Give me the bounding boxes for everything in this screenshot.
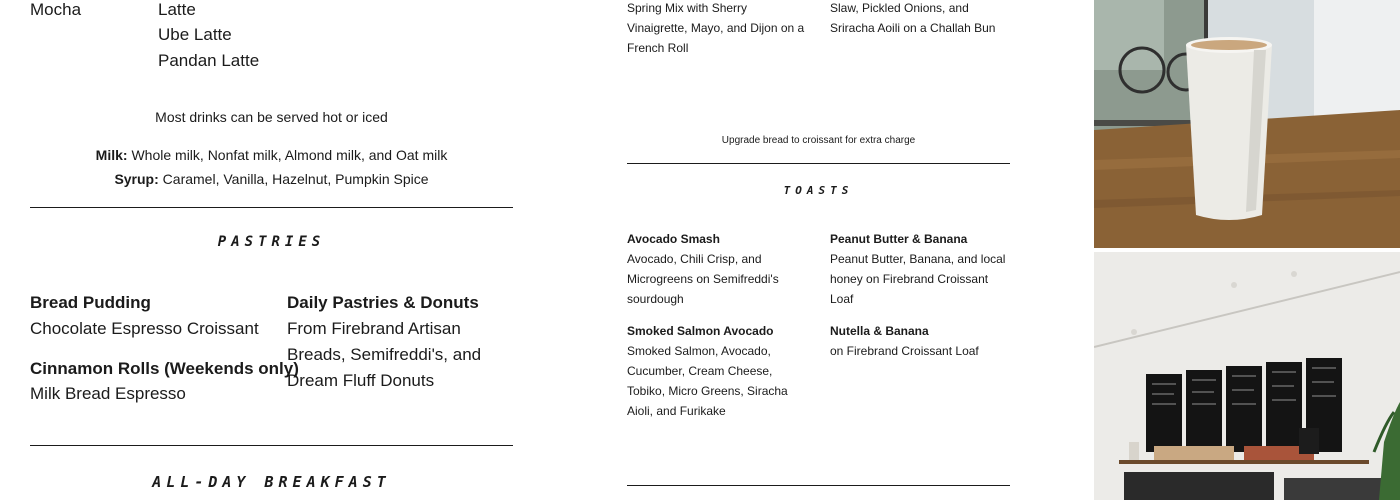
- toast-name: Avocado Smash: [627, 232, 720, 246]
- pastries-heading: PASTRIES: [217, 234, 326, 250]
- drink-pandan-latte: Pandan Latte: [158, 51, 260, 70]
- toast-name: Smoked Salmon Avocado: [627, 324, 774, 338]
- milk-text: Whole milk, Nonfat milk, Almond milk, and Oat milk: [131, 147, 448, 163]
- breakfast-heading: ALL-DAY BREAKFAST: [152, 473, 391, 491]
- sandwich-desc: Spring Mix with Sherry Vinaigrette, Mayo, and Dijon on a French Roll: [627, 1, 805, 55]
- toast-desc: Smoked Salmon, Avocado, Cucumber, Cream Cheese, Tobiko, Micro Greens, Siracha Aioli, and Furikake: [627, 344, 788, 418]
- milk-options: [30, 143, 513, 167]
- daily-pastries-desc: From Firebrand Artisan Breads, Semifreddi's, and Dream Fluff Donuts: [287, 319, 482, 390]
- cafe-menu-wall-photo: [1094, 252, 1400, 500]
- divider: [627, 163, 1010, 164]
- toast-name: Nutella & Banana: [830, 324, 929, 338]
- toasts-heading: TOASTS: [783, 184, 854, 197]
- daily-pastries-name: Daily Pastries & Donuts: [287, 293, 479, 312]
- drinks-hot-iced-note: Most drinks can be served hot or iced: [155, 109, 388, 125]
- pastry-name: Cinnamon Rolls (Weekends only): [30, 359, 299, 378]
- sandwich-desc: Slaw, Pickled Onions, and Sriracha Aoili on a Challah Bun: [830, 1, 996, 35]
- pastry-desc: Milk Bread Espresso: [30, 384, 186, 403]
- syrup-label: Syrup:: [114, 171, 159, 187]
- toast-desc: Peanut Butter, Banana, and local honey on Firebrand Croissant Loaf: [830, 252, 1006, 306]
- drink-mocha: Mocha: [30, 0, 82, 19]
- syrup-options: [30, 167, 513, 191]
- divider: [30, 207, 513, 208]
- toast-name: Peanut Butter & Banana: [830, 232, 968, 246]
- milk-label: Milk:: [95, 147, 128, 163]
- divider: [627, 485, 1010, 486]
- drink-ube-latte: Ube Latte: [158, 25, 232, 44]
- toast-desc: Avocado, Chili Crisp, and Microgreens on Semifreddi's sourdough: [627, 252, 779, 306]
- bread-upgrade-note: Upgrade bread to croissant for extra charge: [721, 135, 916, 146]
- toast-desc: on Firebrand Croissant Loaf: [830, 344, 979, 358]
- syrup-text: Caramel, Vanilla, Hazelnut, Pumpkin Spice: [162, 171, 429, 187]
- coffee-cup-photo: [1094, 0, 1400, 248]
- drink-latte: Latte: [158, 0, 196, 19]
- pastry-desc: Chocolate Espresso Croissant: [30, 319, 259, 338]
- pastry-name: Bread Pudding: [30, 293, 151, 312]
- divider: [30, 445, 513, 446]
